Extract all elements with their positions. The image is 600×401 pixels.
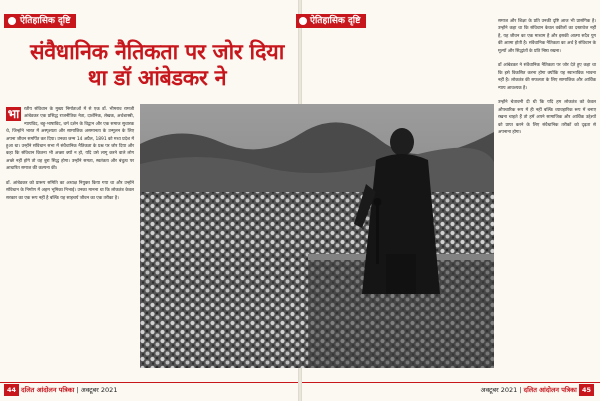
page-number-left: 44 bbox=[4, 384, 19, 396]
issue-date-right: अक्टूबर 2021 bbox=[480, 386, 518, 394]
column-4-text: समाज और शिक्षा के प्रति उनकी दृष्टि आज भी प्रासंगिक है। उन्होंने कहा था कि संविधान केवल वकीलों का दस्तावेज नहीं है, यह जीवन का एक माध्यम है और इसकी आत्मा सदैव युग की आत्मा होती है। संवैधानिक नैतिकता का अर्थ है संविधान के मूल्यों और सिद्धांतों के प्रति निष्ठा रखना। डॉ आंबेडकर ने संवैधानिक नैतिकता पर जोर देते हुए कहा था कि इसे विकसित करना होगा क्योंकि यह स्वाभाविक भावना नहीं है। लोकतंत्र की सफलता के लिए सामाजिक और आर्थिक न्याय आवश्यक है। उन्होंने चेतावनी दी थी कि यदि हम लोकतंत्र को केवल औपचारिक रूप में ही नहीं बल्कि व्यावहारिक रूप में बनाए रखना चाहते हैं तो हमें अपने सामाजिक और आर्थिक उद्देश्यों को प्राप्त करने के लिए संवैधानिक तरीकों को दृढ़ता से अपनाना होगा। bbox=[498, 19, 596, 136]
article-column-4 bbox=[498, 18, 596, 376]
article-column-1 bbox=[6, 106, 134, 378]
issue-date-left: अक्टूबर 2021 bbox=[80, 386, 118, 394]
section-label: ऐतिहासिक दृष्टि bbox=[20, 16, 71, 26]
section-tag-right bbox=[296, 14, 366, 28]
footer-left: 44 दलित आंदोलन पत्रिका | अक्टूबर 2021 bbox=[4, 384, 117, 396]
magazine-name-right: दलित आंदोलन पत्रिका bbox=[523, 386, 577, 394]
section-label-right: ऐतिहासिक दृष्टि bbox=[310, 16, 361, 26]
column-1-text: रतीय संविधान के मुख्य निर्माताओं में से एक डॉ. भीमराव रामजी आंबेडकर एक प्रसिद्ध राजनीतिक नेता, दार्शनिक, लेखक, अर्थशास्त्री, न्यायविद, बहु-भाषाविद, धर्म दर्शन के विद्वान और एक समाज सुधारक थे, जिन्होंने भारत में अस्पृश्यता और सामाजिक असमानता के उन्मूलन के लिए अपना जीवन समर्पित कर दिया। उनका जन्म 14 अप्रैल, 1891 को मध्य प्रदेश में हुआ था। उन्होंने संविधान सभा में संवैधानिक नैतिकता के प्रश्न पर जोर दिया और कहा कि संविधान कितना भी अच्छा क्यों न हो, यदि उसे लागू करने वाले लोग अच्छे नहीं होंगे तो वह बुरा सिद्ध होगा। उन्होंने समता, स्वतंत्रता और बंधुत्व पर आधारित समाज की कल्पना की। डॉ. आंबेडकर को प्रारूप समिति का अध्यक्ष नियुक्त किया गया था और उन्होंने संविधान के निर्माण में अहम भूमिका निभाई। उनका मानना था कि लोकतंत्र केवल सरकार का एक रूप नहीं है बल्कि यह साहचर्य जीवन का एक तरीका है। bbox=[6, 107, 134, 201]
section-tag-left bbox=[4, 14, 76, 28]
footer-rule-left bbox=[0, 382, 298, 383]
footer-rule-right bbox=[302, 382, 600, 383]
footer-right: अक्टूबर 2021 | दलित आंदोलन पत्रिका 45 bbox=[481, 384, 594, 396]
photo-illustration bbox=[140, 104, 494, 368]
bullet-icon bbox=[8, 17, 16, 25]
headline: संवैधानिक नैतिकता पर जोर दिया था डॉ आंबेडकर ने bbox=[30, 40, 284, 91]
page-number-right: 45 bbox=[579, 384, 594, 396]
drop-cap: भा bbox=[7, 107, 20, 121]
archival-photograph bbox=[140, 104, 494, 368]
bullet-icon bbox=[299, 17, 307, 25]
magazine-name-left: दलित आंदोलन पत्रिका bbox=[21, 386, 75, 394]
